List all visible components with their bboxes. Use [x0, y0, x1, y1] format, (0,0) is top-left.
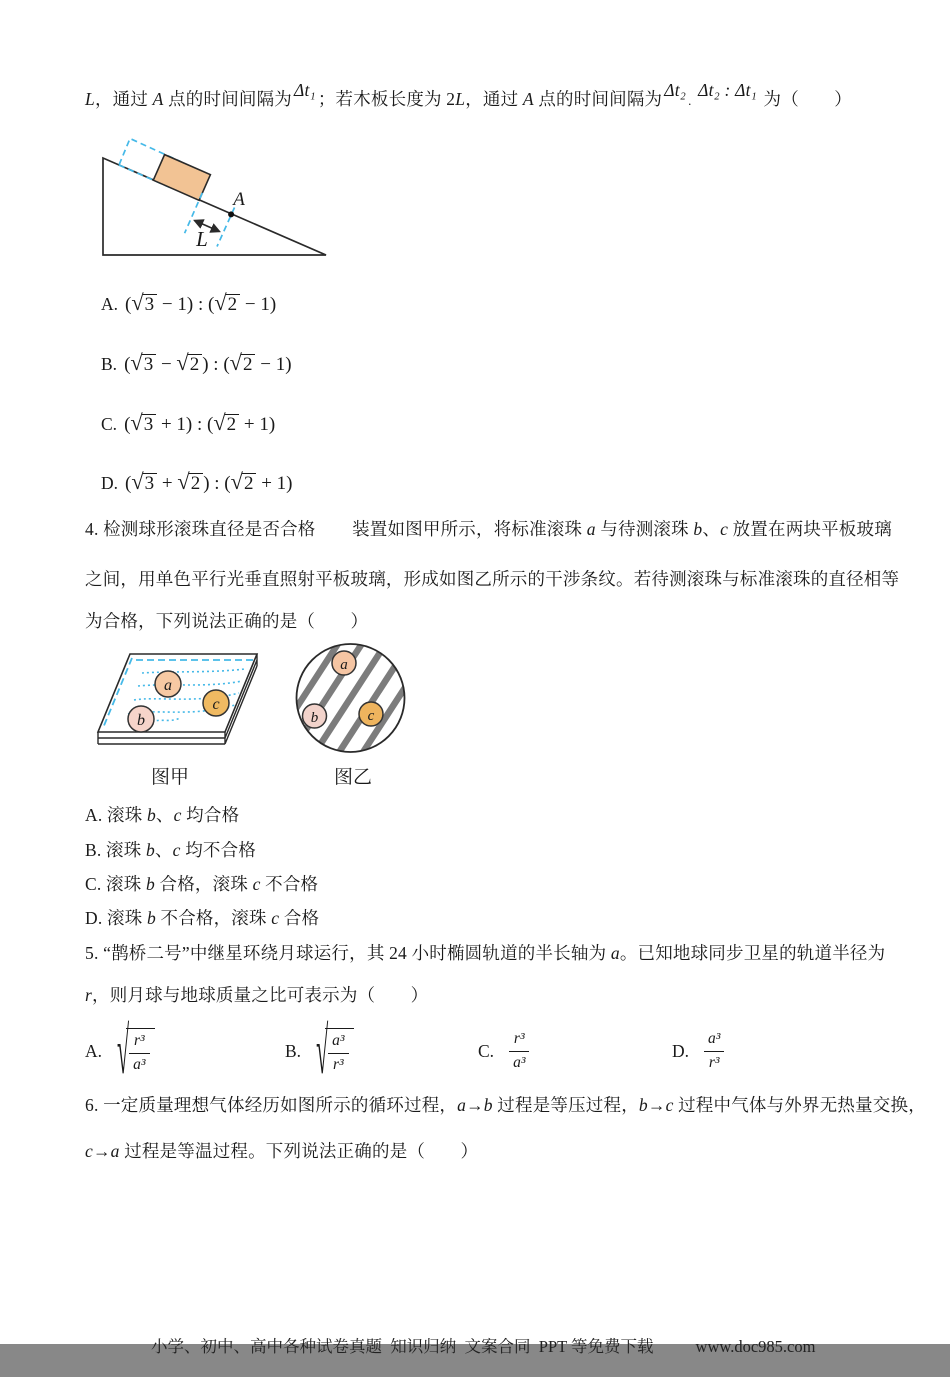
q4-text-line-3: 为合格，下列说法正确的是（ ） [85, 611, 369, 631]
ball-a [155, 671, 181, 697]
q4-option-d: D. 滚珠 b 不合格，滚珠 c 合格 [85, 908, 320, 928]
svg-text:c: c [212, 696, 220, 713]
svg-text:a: a [164, 677, 172, 694]
option-math: $\frac{\text{r³}}{\text{a³}}$ [509, 1029, 529, 1074]
svg-text:b: b [310, 710, 319, 726]
figure-yi-caption: 图乙 [333, 767, 372, 788]
q4-option-b: B. 滚珠 b、c 均不合格 [85, 840, 256, 860]
ball-b [303, 704, 327, 728]
option-math: $\frac{\text{a³}}{\text{r³}}$ [704, 1029, 724, 1074]
q4-option-c: C. 滚珠 b 合格，滚珠 c 不合格 [85, 874, 319, 894]
q4-text-line-2: 之间，用单色平行光垂直照射平板玻璃，形成如图乙所示的干涉条纹。若待测滚珠与标准滚珠的直径相等 [85, 569, 900, 589]
option-label: D. [101, 473, 119, 493]
glass-plates-figure [94, 646, 266, 758]
q6-text-line-1: 6. 一定质量理想气体经历如图所示的循环过程，a→b 过程是等压过程，b→c 过程中气体与外界无热量交换， [85, 1095, 926, 1115]
svg-text:a: a [340, 657, 348, 673]
footer [0, 1313, 950, 1377]
interference-fringes-figure [283, 632, 418, 760]
option-label: A. [101, 294, 119, 314]
q5-text-line-2: r，则月球与地球质量之比可表示为（ ） [85, 985, 429, 1005]
ball-a [332, 651, 356, 675]
ball-b [128, 706, 154, 732]
q4-text-line-1: 4. 检测球形滚珠直径是否合格 装置如图甲所示，将标准滚珠 a 与待测滚珠 b、c 放置在两块平板玻璃 [85, 519, 892, 539]
q5-option-d [672, 1008, 724, 1094]
q5-option-a [85, 1008, 155, 1094]
option-math: (√3 − 1) : (√2 − 1) [125, 290, 277, 315]
svg-text:c: c [367, 708, 375, 724]
q3-option-d [85, 451, 292, 513]
option-math: (√3 + 1) : (√2 + 1) [124, 410, 276, 435]
figure-jia-caption: 图甲 [150, 767, 189, 788]
incline-triangle [103, 158, 326, 255]
q4-option-a: A. 滚珠 b、c 均合格 [85, 805, 240, 825]
q5-text-line-1: 5. “鹊桥二号”中继星环绕月球运行，其 24 小时椭圆轨道的半长轴为 a。已知地球同步卫星的轨道半径为 [85, 943, 886, 963]
q3-stem-line: L，通过 A 点的时间间隔为 Δt₁ ；若木板长度为 2L，通过 A 点的时间间隔为 Δt₂. Δt₂ : Δt₁ 为（ ） [85, 80, 853, 109]
option-label: D. [672, 1040, 690, 1061]
ball-c [203, 690, 229, 716]
q3-option-a [85, 272, 276, 334]
q3-option-c [85, 392, 275, 454]
incline-figure [98, 133, 333, 263]
option-label: B. [285, 1040, 302, 1061]
option-label: A. [85, 1040, 103, 1061]
q3-option-b [85, 332, 292, 394]
q5-option-b [285, 1008, 354, 1094]
option-math: (√3 − √2 ) : (√2 − 1) [124, 350, 292, 375]
footer-text: 小学、初中、高中各种试卷真题 知识归纳 文案合同 PPT 等免费下载 [151, 1337, 654, 1356]
option-label: C. [101, 414, 118, 434]
svg-text:b: b [137, 712, 145, 729]
distance-l-label: L [196, 227, 208, 251]
option-math: (√3 + √2 ) : (√2 + 1) [125, 469, 293, 494]
ball-c [359, 702, 383, 726]
point-a-label: A [233, 189, 245, 210]
q5-option-c [478, 1008, 529, 1094]
footer-url: www.doc985.com [695, 1337, 816, 1356]
option-label: B. [101, 354, 118, 374]
option-math: √ $\frac{\text{r³}}{\text{a³}}$ [117, 1027, 154, 1076]
option-math: √ $\frac{\text{a³}}{\text{r³}}$ [316, 1027, 353, 1076]
option-label: C. [478, 1040, 495, 1061]
q6-text-line-2: c→a 过程是等温过程。下列说法正确的是（ ） [85, 1141, 479, 1161]
point-a-dot [228, 211, 234, 217]
